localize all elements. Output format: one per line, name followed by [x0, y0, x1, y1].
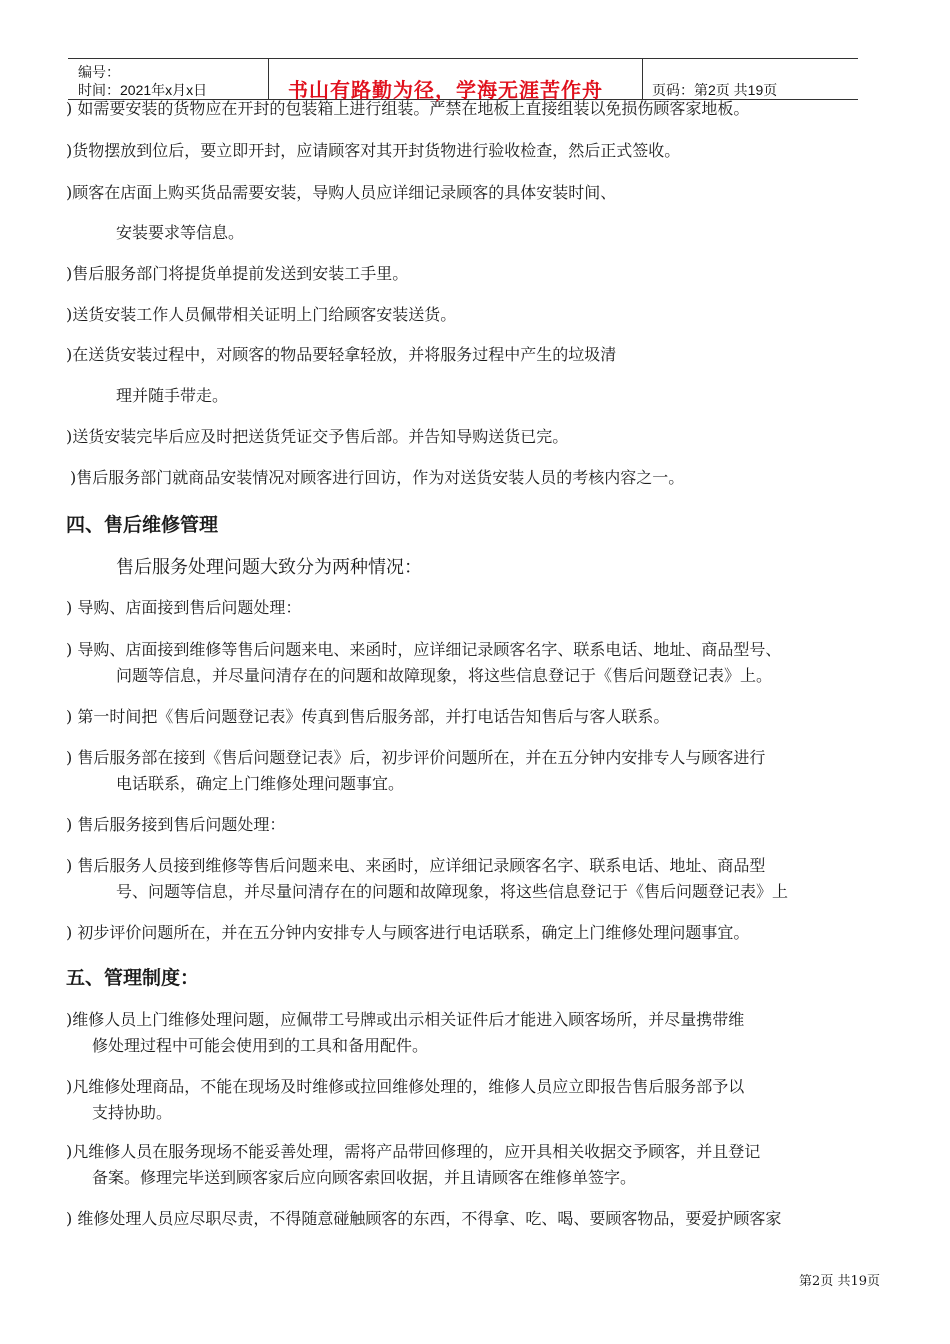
body-line: )凡维修处理商品，不能在现场及时维修或拉回维修处理的，维修人员应立即报告售后服务部予以: [66, 1077, 745, 1096]
body-line: ) 初步评价问题所在，并在五分钟内安排专人与顾客进行电话联系，确定上门维修处理问题事宜。: [66, 923, 750, 942]
body-line: ) 售后服务人员接到维修等售后问题来电、来函时，应详细记录顾客名字、联系电话、地址、商品型: [66, 856, 766, 875]
section-heading: 四、售后维修管理: [66, 514, 219, 536]
body-line: 电话联系，确定上门维修处理问题事宜。: [116, 774, 405, 793]
header-top-rule: [68, 58, 858, 59]
body-line: )在送货安装过程中，对顾客的物品要轻拿轻放，并将服务过程中产生的垃圾清: [66, 345, 617, 364]
header-divider: [642, 58, 643, 100]
header-motto: 书山有路勤为径，学海无涯苦作舟: [288, 78, 603, 102]
body-line: ) 维修处理人员应尽职尽责，不得随意碰触顾客的东西，不得拿、吃、喝、要顾客物品，要爱护顾客家: [66, 1209, 782, 1228]
body-line: )送货安装完毕后应及时把送货凭证交予售后部。并告知导购送货已完。: [66, 427, 569, 446]
body-line: ) 如需要安装的货物应在开封的包装箱上进行组装。严禁在地板上直接组装以免损伤顾客家地板。: [66, 99, 750, 118]
header-time-label: 时间：2021年x月x日: [78, 82, 208, 98]
body-line: ) 第一时间把《售后问题登记表》传真到售后服务部，并打电话告知售后与客人联系。: [66, 707, 670, 726]
body-line: )售后服务部门就商品安装情况对顾客进行回访，作为对送货安装人员的考核内容之一。: [70, 468, 685, 487]
body-line: )顾客在店面上购买货品需要安装，导购人员应详细记录顾客的具体安装时间、: [66, 183, 617, 202]
section-heading: 五、管理制度：: [66, 967, 200, 989]
body-line: 号、问题等信息，并尽量问清存在的问题和故障现象，将这些信息登记于《售后问题登记表》上: [116, 882, 789, 901]
body-line: ) 售后服务部在接到《售后问题登记表》后，初步评价问题所在，并在五分钟内安排专人与顾客进行: [66, 748, 766, 767]
body-line: 安装要求等信息。: [116, 223, 245, 242]
body-line: 备案。修理完毕送到顾客家后应向顾客索回收据，并且请顾客在维修单签字。: [92, 1168, 637, 1187]
body-line: 售后服务处理问题大致分为两种情况：: [116, 557, 422, 578]
header-page-label: 页码：第2页 共19页: [652, 82, 778, 98]
body-line: )送货安装工作人员佩带相关证明上门给顾客安装送货。: [66, 305, 457, 324]
body-line: ) 售后服务接到售后问题处理：: [66, 815, 286, 834]
body-line: )凡维修人员在服务现场不能妥善处理，需将产品带回修理的，应开具相关收据交予顾客，并且登记: [66, 1142, 761, 1161]
body-line: 问题等信息，并尽量问清存在的问题和故障现象，将这些信息登记于《售后问题登记表》上。: [116, 666, 773, 685]
body-line: )货物摆放到位后，要立即开封，应请顾客对其开封货物进行验收检查，然后正式签收。: [66, 141, 681, 160]
body-line: ) 导购、店面接到维修等售后问题来电、来函时，应详细记录顾客名字、联系电话、地址、商品型号、: [66, 640, 782, 659]
body-line: 修处理过程中可能会使用到的工具和备用配件。: [92, 1036, 429, 1055]
body-line: )售后服务部门将提货单提前发送到安装工手里。: [66, 264, 409, 283]
body-line: ) 导购、店面接到售后问题处理：: [66, 598, 302, 617]
header-code-label: 编号：: [78, 64, 120, 80]
page-footer: 第2页 共19页: [799, 1274, 880, 1289]
body-line: 支持协助。: [92, 1103, 173, 1122]
body-line: )维修人员上门维修处理问题，应佩带工号牌或出示相关证件后才能进入顾客场所，并尽量携带维: [66, 1010, 745, 1029]
header-divider: [268, 58, 269, 100]
body-line: 理并随手带走。: [116, 386, 229, 405]
